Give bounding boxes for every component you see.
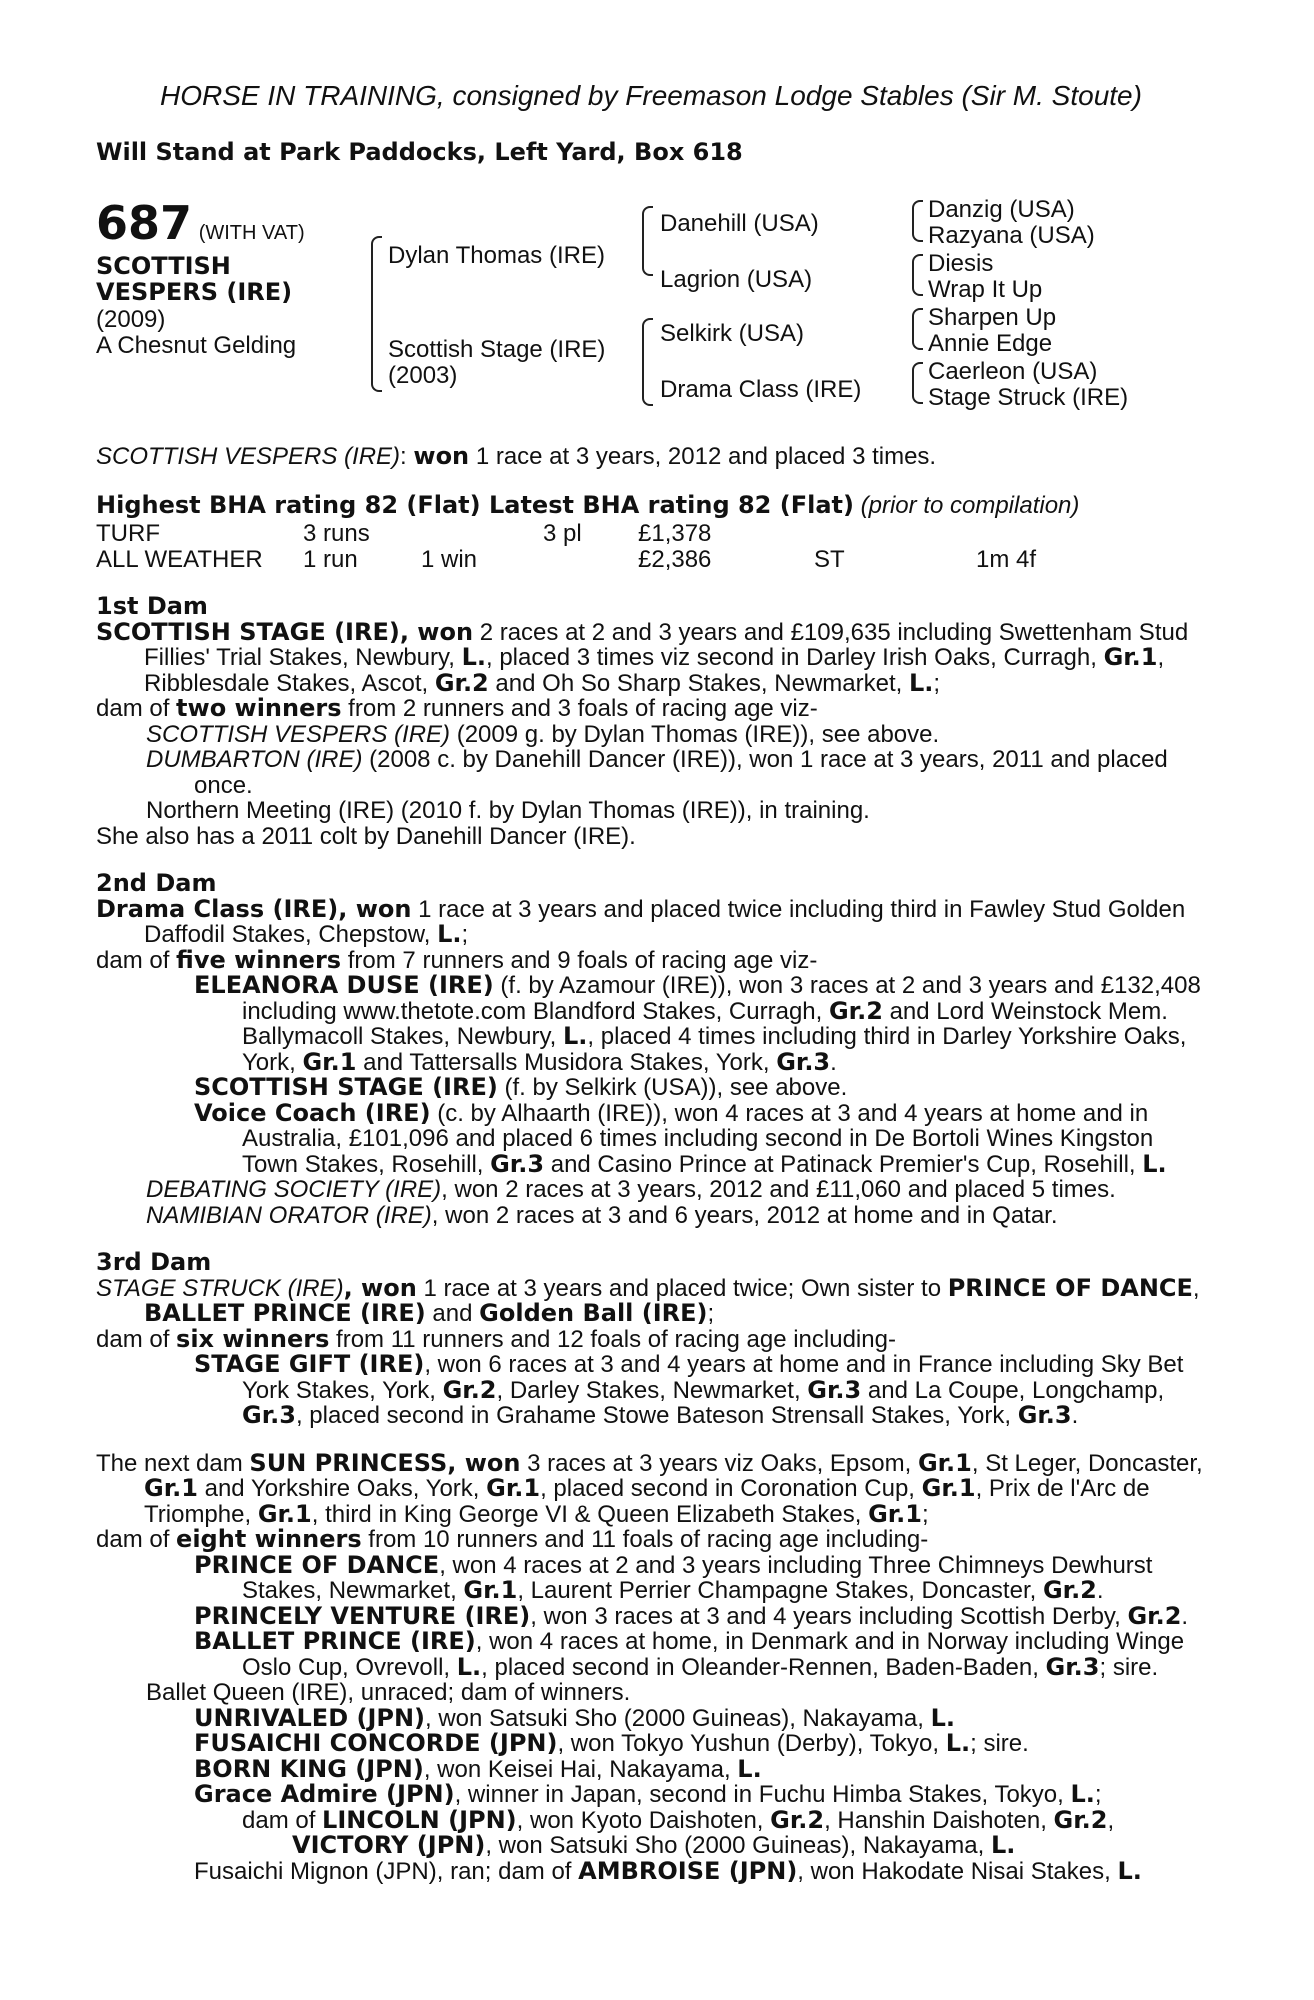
dam-of-line: dam of six winners from 11 runners and 12 foals of racing age including- xyxy=(96,1324,896,1353)
consignor-title: HORSE IN TRAINING, consigned by Freemason Lodge Stables (Sir M. Stoute) xyxy=(160,80,1142,111)
all-weather-stats: ALL WEATHER 1 run 1 win £2,386 ST 1m 4f xyxy=(96,546,1037,573)
brace-sire xyxy=(642,206,653,276)
offspring-entry: NAMIBIAN ORATOR (IRE), won 2 races at 3 and 6 years, 2012 at home and in Qatar. xyxy=(146,1201,1058,1229)
section-heading: 3rd Dam xyxy=(96,1248,212,1276)
offspring-entry: PRINCELY VENTURE (IRE), won 3 races at 3 and 4 years including Scottish Derby, Gr.2. xyxy=(194,1601,1189,1630)
brace-ds xyxy=(912,308,923,350)
pedigree-ddd: Stage Struck (IRE) xyxy=(928,384,1129,411)
grand-offspring-entry: FUSAICHI CONCORDE (JPN), won Tokyo Yushun (Derby), Tokyo, L.; sire. xyxy=(194,1729,1029,1757)
offspring-entry: PRINCE OF DANCE, won 4 races at 2 and 3 years including Three Chimneys Dewhurst Stakes, Newmarket, Gr.1, Laurent Perrier Champagne Stakes, Doncaster, Gr.2. xyxy=(194,1550,1153,1604)
horse-description: A Chesnut Gelding xyxy=(96,332,297,359)
brace-sd xyxy=(912,254,923,296)
dam-dam: Drama Class (IRE) xyxy=(660,376,862,403)
race-summary: SCOTTISH VESPERS (IRE): won 1 race at 3 years, 2012 and placed 3 times. xyxy=(96,442,937,470)
turf-stats: TURF 3 runs 3 pl £1,378 xyxy=(96,520,712,547)
also-note: She also has a 2011 colt by Danehill Dancer (IRE). xyxy=(96,822,636,850)
second-dam-section xyxy=(96,871,1206,1228)
dam-of-line: dam of eight winners from 10 runners and 11 foals of racing age including- xyxy=(96,1525,929,1553)
brace-dam xyxy=(642,318,653,406)
dam: Scottish Stage (IRE) xyxy=(388,336,606,363)
first-dam-section xyxy=(96,594,1206,849)
pedigree-sss: Danzig (USA) xyxy=(928,196,1075,223)
dam-of-line: dam of five winners from 7 runners and 9 foals of racing age viz- xyxy=(96,945,818,974)
dam-of-line: dam of two winners from 2 runners and 3 foals of racing age viz- xyxy=(96,694,818,722)
next-dam-section xyxy=(96,1448,1206,1885)
brace-gen1 xyxy=(371,236,382,392)
third-dam-section xyxy=(96,1250,1206,1429)
horse-name-line1: SCOTTISH xyxy=(96,252,231,280)
offspring-entry: Northern Meeting (IRE) (2010 f. by Dylan Thomas (IRE)), in training. xyxy=(146,797,870,824)
sire-dam: Lagrion (USA) xyxy=(660,266,813,293)
pedigree-dsd: Annie Edge xyxy=(928,330,1053,357)
horse-name-line2: VESPERS (IRE) xyxy=(96,278,293,306)
pedigree-dss: Sharpen Up xyxy=(928,304,1057,331)
dam-record: Drama Class (IRE), won 1 race at 3 years and placed twice including third in Fawley Stud Golden Daffodil Stakes, Chepstow, L.; xyxy=(96,894,1186,948)
great-offspring-entry: dam of LINCOLN (JPN), won Kyoto Daishoten, Gr.2, Hanshin Daishoten, Gr.2, xyxy=(242,1805,1115,1834)
offspring-entry: BALLET PRINCE (IRE), won 4 races at home, in Denmark and in Norway including Winge Oslo Cup, Ovrevoll, L., placed second in Oleander-Rennen, Baden-Baden, Gr.3; sire. xyxy=(194,1627,1185,1681)
vat-label: (WITH VAT) xyxy=(198,222,305,244)
sire-sire: Danehill (USA) xyxy=(660,210,819,237)
horse-year: (2009) xyxy=(96,306,166,333)
grand-offspring-entry: Grace Admire (JPN), winner in Japan, second in Fuchu Himba Stakes, Tokyo, L.; xyxy=(194,1780,1102,1808)
dam-sire: Selkirk (USA) xyxy=(660,320,805,347)
grand-offspring-entry: BORN KING (JPN), won Keisei Hai, Nakayama, L. xyxy=(194,1754,762,1783)
offspring-entry: SCOTTISH VESPERS (IRE) (2009 g. by Dylan Thomas (IRE)), see above. xyxy=(146,720,940,748)
stand-location: Will Stand at Park Paddocks, Left Yard, Box 618 xyxy=(96,138,743,166)
pedigree-table xyxy=(96,196,1206,428)
dam-record: The next dam SUN PRINCESS, won 3 races at 3 years viz Oaks, Epsom, Gr.1, St Leger, Doncaster, Gr.1 and Yorkshire Oaks, York, Gr.1, placed second in Coronation Cup, Gr.1, Prix de l'Arc de Triomphe, Gr.1, third in King George VI & Queen Elizabeth Stakes, Gr.1; xyxy=(96,1448,1203,1528)
pedigree-sds: Diesis xyxy=(928,250,994,277)
offspring-entry: Ballet Queen (IRE), unraced; dam of winners. xyxy=(146,1679,631,1706)
section-heading: 2nd Dam xyxy=(96,869,217,897)
offspring-entry: STAGE GIFT (IRE), won 6 races at 3 and 4 years at home and in France including Sky Bet York Stakes, York, Gr.2, Darley Stakes, Newmarket, Gr.3 and La Coupe, Longchamp, Gr.3, placed second in Grahame Stowe Bateson Strensall Stakes, York, Gr.3. xyxy=(194,1350,1184,1429)
brace-dd xyxy=(912,362,923,404)
sire: Dylan Thomas (IRE) xyxy=(388,242,605,269)
pedigree-ssd: Razyana (USA) xyxy=(928,222,1095,249)
bha-rating: Highest BHA rating 82 (Flat) Latest BHA rating 82 (Flat) (prior to compilation) xyxy=(96,491,1080,519)
offspring-entry: DUMBARTON (IRE) (2008 c. by Danehill Dancer (IRE)), won 1 race at 3 years, 2011 and placed once. xyxy=(146,746,1168,799)
catalogue-page xyxy=(96,70,1206,1884)
section-heading: 1st Dam xyxy=(96,592,208,620)
pedigree-dds: Caerleon (USA) xyxy=(928,358,1098,385)
offspring-entry: ELEANORA DUSE (IRE) (f. by Azamour (IRE)), won 3 races at 2 and 3 years and £132,408 including www.thetote.com Blandford Stakes, Curragh, Gr.2 and Lord Weinstock Mem. Ballymacoll Stakes, Newbury, L., placed 4 times including third in Darley Yorkshire Oaks, York, Gr.1 and Tattersalls Musidora Stakes, York, Gr.3. xyxy=(194,971,1201,1076)
brace-ss xyxy=(912,200,923,242)
dam-record: STAGE STRUCK (IRE), won 1 race at 3 years and placed twice; Own sister to PRINCE OF DANCE, BALLET PRINCE (IRE) and Golden Ball (IRE); xyxy=(96,1273,1200,1327)
offspring-entry: DEBATING SOCIETY (IRE), won 2 races at 3 years, 2012 and £11,060 and placed 5 times. xyxy=(146,1176,1116,1203)
pedigree-sdd: Wrap It Up xyxy=(928,276,1043,303)
offspring-entry: Voice Coach (IRE) (c. by Alhaarth (IRE)), won 4 races at 3 and 4 years at home and in Australia, £101,096 and placed 6 times including second in De Bortoli Wines Kingston Town Stakes, Rosehill, Gr.3 and Casino Prince at Patinack Premier's Cup, Rosehill, L. xyxy=(194,1098,1167,1178)
lot-number: 687 xyxy=(96,196,193,250)
offspring-entry: SCOTTISH STAGE (IRE) (f. by Selkirk (USA)), see above. xyxy=(194,1073,848,1101)
summary-horse-name: SCOTTISH VESPERS (IRE) xyxy=(96,443,401,470)
lot-number-line xyxy=(96,196,305,250)
grand-offspring-entry: UNRIVALED (JPN), won Satsuki Sho (2000 Guineas), Nakayama, L. xyxy=(194,1703,956,1732)
great-offspring-entry: VICTORY (JPN), won Satsuki Sho (2000 Guineas), Nakayama, L. xyxy=(292,1831,1016,1859)
grand-offspring-entry: Fusaichi Mignon (JPN), ran; dam of AMBROISE (JPN), won Hakodate Nisai Stakes, L. xyxy=(194,1856,1142,1885)
dam-year: (2003) xyxy=(388,362,458,389)
dam-record: SCOTTISH STAGE (IRE), won 2 races at 2 and 3 years and £109,635 including Swettenham Stud Fillies' Trial Stakes, Newbury, L., placed 3 times viz second in Darley Irish Oaks, Curragh, Gr.1, Ribblesdale Stakes, Ascot, Gr.2 and Oh So Sharp Stakes, Newmarket, L.; xyxy=(96,617,1189,697)
